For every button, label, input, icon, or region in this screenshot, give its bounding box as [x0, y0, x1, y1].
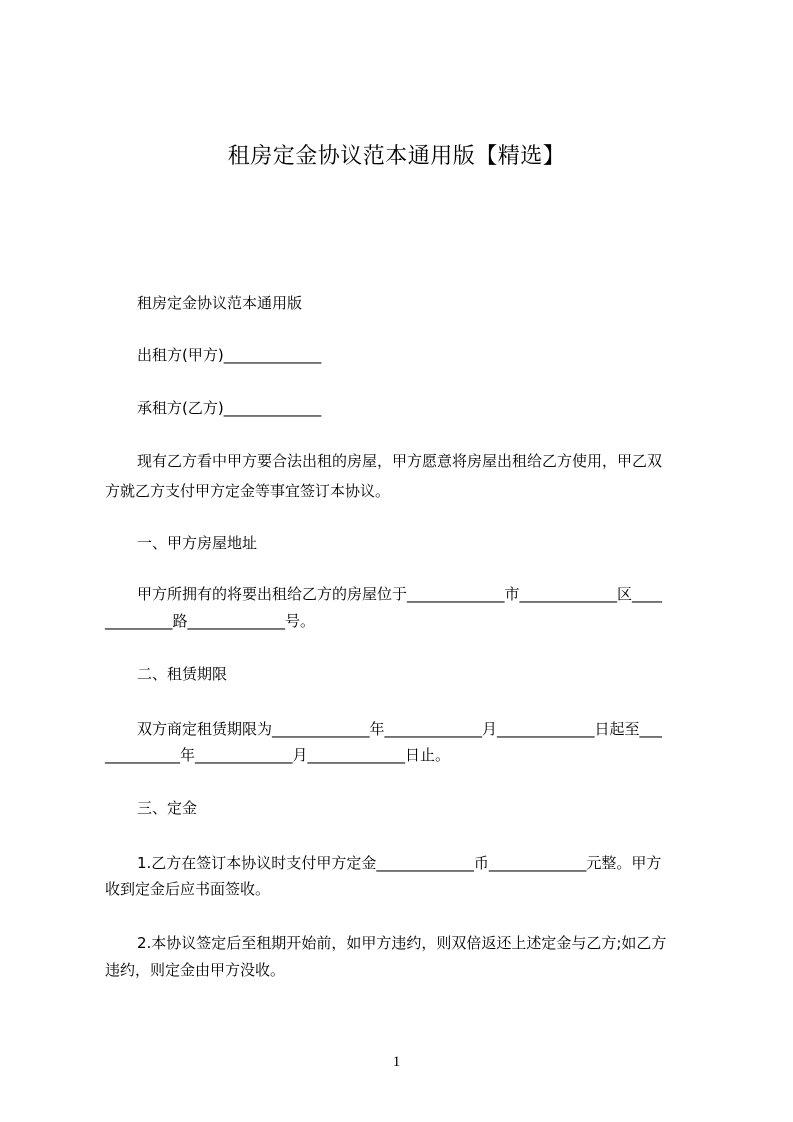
clause1-line-2: 收到定金后应书面签收。 [105, 880, 271, 898]
section2-line-2: __________年_____________月_____________日止。 [105, 746, 451, 764]
intro-line-1: 现有乙方看中甲方要合法出租的房屋，甲方愿意将房屋出租给乙方使用，甲乙双 [137, 452, 663, 470]
lessor-line: 出租方(甲方)_____________ [137, 346, 322, 364]
clause2-line-1: 2.本协议签定后至租期开始前，如甲方违约，则双倍返还上述定金与乙方;如乙方 [137, 934, 667, 952]
section1-heading: 一、甲方房屋地址 [137, 534, 258, 552]
clause1-line-1: 1.乙方在签订本协议时支付甲方定金_____________币_____________元整。甲方 [137, 854, 662, 872]
section3-heading: 三、定金 [137, 799, 198, 817]
document-title: 租房定金协议范本通用版【精选】 [227, 144, 566, 169]
section2-heading: 二、租赁期限 [137, 665, 228, 683]
intro-line-2: 方就乙方支付甲方定金等事宜签订本协议。 [105, 482, 391, 500]
clause2-line-2: 违约，则定金由甲方没收。 [105, 961, 286, 979]
page-number: 1 [392, 1054, 401, 1070]
subtitle: 租房定金协议范本通用版 [137, 294, 303, 312]
lessee-line: 承租方(乙方)_____________ [137, 399, 322, 417]
section1-line-1: 甲方所拥有的将要出租给乙方的房屋位于_____________市_____________区____ [137, 585, 663, 603]
section1-line-2: _________路_____________号。 [105, 612, 316, 630]
section2-line-1: 双方商定租赁期限为_____________年_____________月_____________日起至___ [137, 720, 663, 738]
